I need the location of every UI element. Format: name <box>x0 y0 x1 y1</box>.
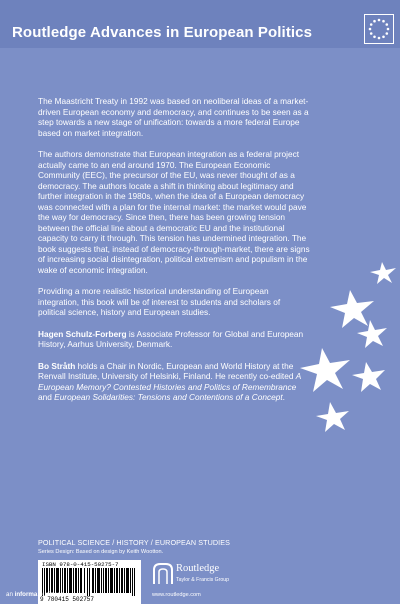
book-title-2: European Solidarities: Tensions and Contentions of a Concept <box>54 392 283 402</box>
series-design-credit: Series Design: Based on design by Keith Wootton. <box>38 549 164 555</box>
informa-suffix: business <box>37 591 64 598</box>
star-icon <box>352 362 385 392</box>
series-title: Routledge Advances in European Politics <box>12 24 313 41</box>
bio-end: . <box>282 392 285 402</box>
isbn-label: ISBN 978-0-415-50275-7 <box>42 561 119 568</box>
star-icon <box>300 348 350 392</box>
eu-stars-circle-icon <box>364 14 394 44</box>
informa-business-label <box>6 591 63 598</box>
footer-bar <box>0 586 400 600</box>
subject-categories: POLITICAL SCIENCE / HISTORY / EUROPEAN STUDIES <box>38 538 231 547</box>
flying-stars-graphic <box>300 258 400 440</box>
star-icon <box>330 290 374 328</box>
star-icon <box>370 262 396 284</box>
star-icon <box>357 320 387 348</box>
routledge-logo-icon <box>152 562 174 586</box>
back-cover-blurb <box>38 96 310 414</box>
author-name-1: Hagen Schulz-Forberg <box>38 328 127 339</box>
series-header <box>0 0 400 48</box>
book-title-1: A European Memory? Contested Histories and Politics of Remembrance <box>38 371 302 392</box>
author-name-2: Bo Stråth <box>38 360 76 371</box>
blurb-paragraph-2: The authors demonstrate that European integration as a federal project actually came to an end around 1970. The European Economic Community (EEC), the precursor of the EU, was never thought of as a democracy. The authors locate a shift in thinking about legitimacy and further integration in the 1980s, when the idea of a European democracy was connected with a plan for the internal market: the market would pave the way for democracy. Since then, there has been growing tension between the official line about a democratic EU and the institutional capacity to carry it through. This tension has undermined integration. The book suggests that, instead of democracy-through-market, there are signs of increasing social disintegration, political extremism and populism in the wake of economic integration. <box>38 149 310 275</box>
informa-brand: informa <box>14 591 38 598</box>
blurb-paragraph-1: The Maastricht Treaty in 1992 was based on neoliberal ideas of a market-driven European economy and democracy, and continues to be seen as a step towards a new stage of unification: towards a more federal Europe based on market integration. <box>38 96 309 138</box>
author-bio-2-text: holds a Chair in Nordic, European and World History at the Renvall Institute, University of Helsinki, Finland. He recently co-edited <box>38 360 296 381</box>
author-bio-2 <box>38 361 310 403</box>
author-bio-1-text: is Associate Professor for Global and European History, Aarhus University, Denmark. <box>38 328 304 349</box>
blurb-paragraph-3: Providing a more realistic historical understanding of European integration, this book will be of interest to students and scholars of political science, history and European studies. <box>38 286 281 317</box>
informa-prefix: an <box>6 591 15 598</box>
bio-joiner: and <box>38 392 55 402</box>
publisher-tagline: Taylor & Francis Group <box>176 577 230 583</box>
isbn-digits: 9 780415 502757 <box>40 596 95 603</box>
publisher-name: Routledge <box>176 563 220 574</box>
star-icon <box>316 402 349 432</box>
author-bio-1 <box>38 329 310 350</box>
publisher-website: www.routledge.com <box>152 592 201 598</box>
